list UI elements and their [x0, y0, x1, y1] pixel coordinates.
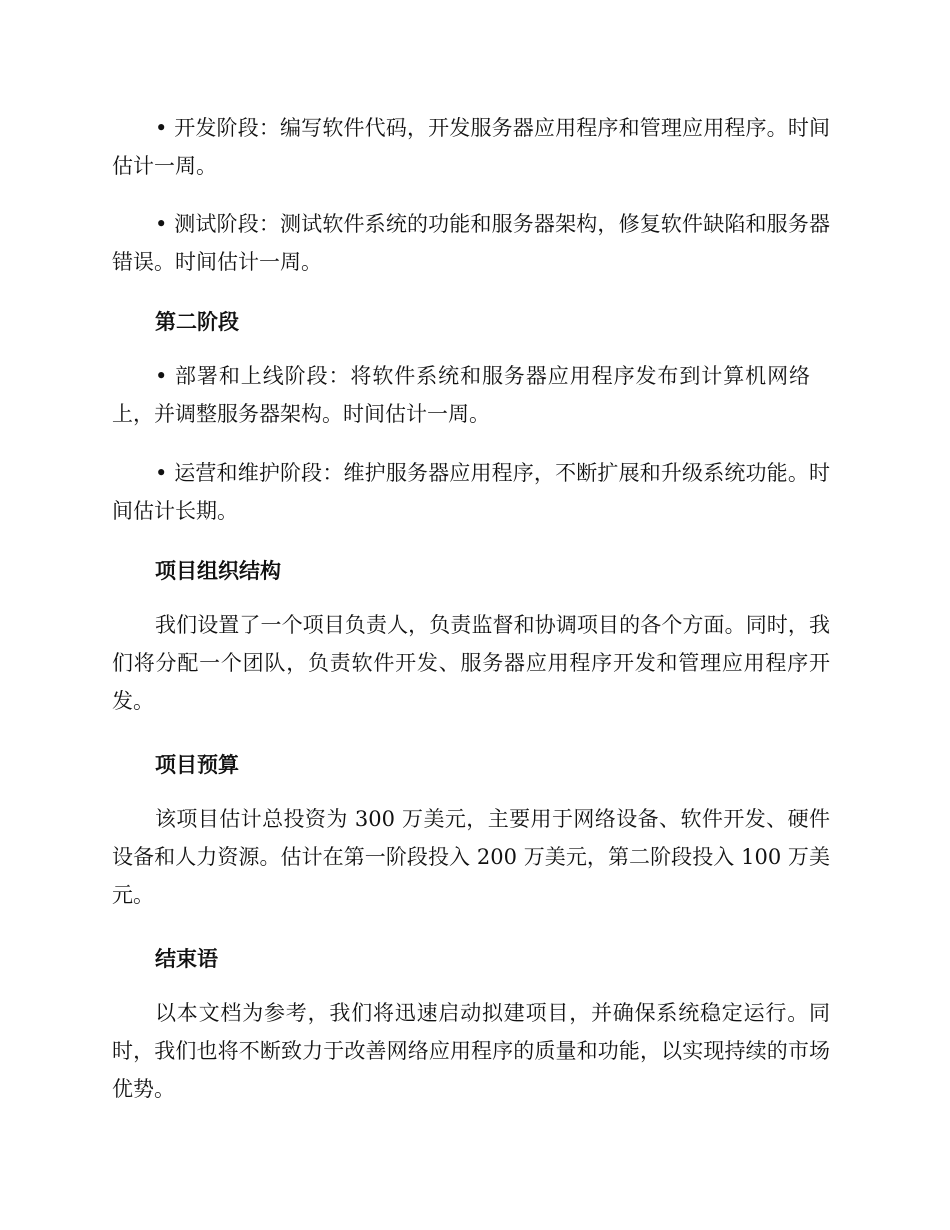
- paragraph-deploy-phase: • 部署和上线阶段：将软件系统和服务器应用程序发布到计算机网络上，并调整服务器架构。时间估计一周。: [112, 364, 810, 426]
- paragraph-budget: 该项目估计总投资为 300 万美元，主要用于网络设备、软件开发、硬件设备和人力资源。估计在第一阶段投入 200 万美元，第二阶段投入 100 万美元。: [112, 807, 830, 907]
- paragraph-operate-phase: • 运营和维护阶段：维护服务器应用程序，不断扩展和升级系统功能。时间估计长期。: [112, 461, 830, 523]
- heading-project-budget: 项目预算: [155, 752, 239, 777]
- heading-conclusion: 结束语: [155, 946, 218, 971]
- paragraph-dev-phase: • 开发阶段：编写软件代码，开发服务器应用程序和管理应用程序。时间估计一周。: [112, 116, 830, 178]
- paragraph-test-phase: • 测试阶段：测试软件系统的功能和服务器架构，修复软件缺陷和服务器错误。时间估计一周。: [112, 212, 830, 274]
- paragraph-conclusion: 以本文档为参考，我们将迅速启动拟建项目，并确保系统稳定运行。同时，我们也将不断致力于改善网络应用程序的质量和功能，以实现持续的市场优势。: [112, 1001, 830, 1101]
- paragraph-organization: 我们设置了一个项目负责人，负责监督和协调项目的各个方面。同时，我们将分配一个团队，负责软件开发、服务器应用程序开发和管理应用程序开发。: [112, 613, 830, 713]
- heading-project-organization: 项目组织结构: [155, 558, 281, 583]
- heading-phase-two: 第二阶段: [155, 309, 239, 334]
